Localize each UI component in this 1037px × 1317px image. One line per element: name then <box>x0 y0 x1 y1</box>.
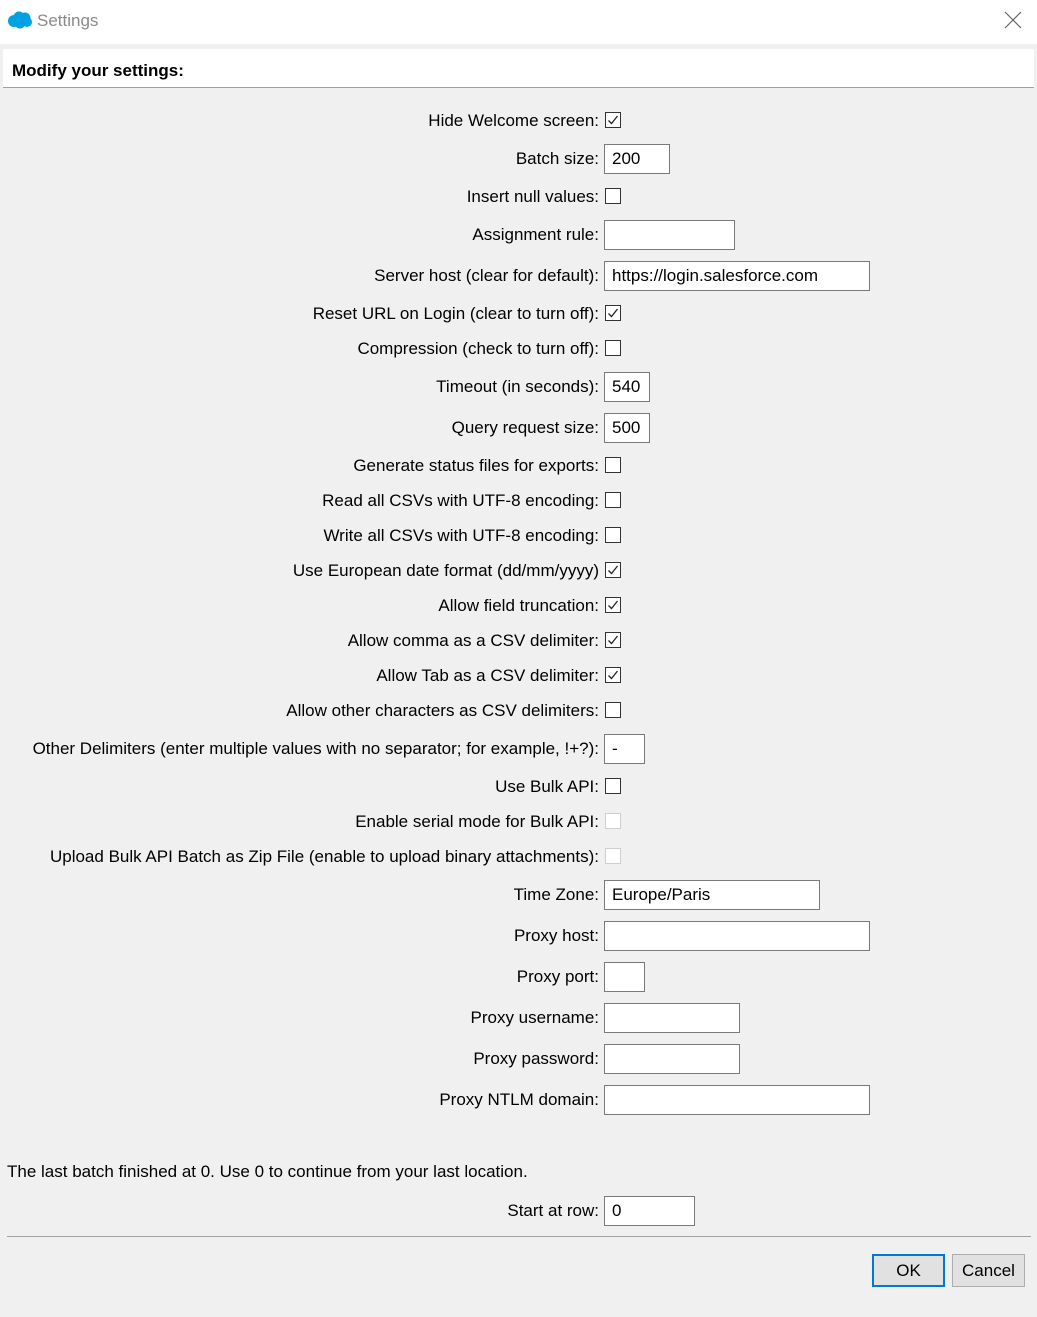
hide-welcome-label: Hide Welcome screen: <box>428 111 599 130</box>
checkmark-icon <box>606 563 620 577</box>
window-title: Settings <box>37 11 99 30</box>
row-start-at <box>0 1196 1037 1226</box>
compression-label: Compression (check to turn off): <box>357 339 599 358</box>
cancel-button[interactable]: Cancel <box>952 1254 1025 1287</box>
insert-null-label: Insert null values: <box>466 187 599 206</box>
row-assignment-rule <box>0 220 1037 250</box>
other-delimiters-allowed-label: Allow other characters as CSV delimiters: <box>286 701 599 720</box>
proxy-ntlm-domain-input[interactable] <box>604 1085 870 1115</box>
start-row-input[interactable]: 0 <box>604 1196 695 1226</box>
server-host-label: Server host (clear for default): <box>374 266 599 285</box>
write-utf8-label: Write all CSVs with UTF-8 encoding: <box>323 526 599 545</box>
european-date-checkbox[interactable] <box>605 562 621 578</box>
proxy-password-input[interactable] <box>604 1044 740 1074</box>
tab-delimiter-label: Allow Tab as a CSV delimiter: <box>376 666 599 685</box>
bulk-api-label: Use Bulk API: <box>495 777 599 796</box>
row-other-delimiters-allowed <box>0 696 1037 726</box>
close-button[interactable] <box>999 8 1027 36</box>
write-utf8-checkbox[interactable] <box>605 527 621 543</box>
other-delimiters-allowed-checkbox[interactable] <box>605 702 621 718</box>
serial-mode-checkbox <box>605 813 621 829</box>
row-field-truncation <box>0 591 1037 621</box>
checkmark-icon <box>606 633 620 647</box>
tab-delimiter-checkbox[interactable] <box>605 667 621 683</box>
row-read-utf8 <box>0 486 1037 516</box>
other-delimiters-input[interactable]: - <box>604 734 645 764</box>
row-tab-delimiter <box>0 661 1037 691</box>
checkmark-icon <box>606 306 620 320</box>
row-status-files <box>0 451 1037 481</box>
row-write-utf8 <box>0 521 1037 551</box>
row-batch-size <box>0 144 1037 174</box>
checkmark-icon <box>606 668 620 682</box>
row-other-delimiters <box>0 734 1037 764</box>
bulk-api-checkbox[interactable] <box>605 778 621 794</box>
batch-size-label: Batch size: <box>515 149 599 168</box>
field-truncation-label: Allow field truncation: <box>438 596 599 615</box>
row-time-zone <box>0 880 1037 910</box>
row-serial-mode <box>0 807 1037 837</box>
timeout-label: Timeout (in seconds): <box>436 377 599 396</box>
field-truncation-checkbox[interactable] <box>605 597 621 613</box>
row-proxy-port <box>0 962 1037 992</box>
read-utf8-checkbox[interactable] <box>605 492 621 508</box>
time-zone-input[interactable]: Europe/Paris <box>604 880 820 910</box>
proxy-username-label: Proxy username: <box>470 1008 599 1027</box>
query-request-size-label: Query request size: <box>451 418 599 437</box>
row-zip-upload <box>0 842 1037 872</box>
read-utf8-label: Read all CSVs with UTF-8 encoding: <box>322 491 599 510</box>
proxy-port-input[interactable] <box>604 962 645 992</box>
proxy-password-label: Proxy password: <box>473 1049 599 1068</box>
proxy-username-input[interactable] <box>604 1003 740 1033</box>
salesforce-cloud-icon <box>7 11 33 29</box>
row-proxy-host <box>0 921 1037 951</box>
time-zone-label: Time Zone: <box>513 885 599 904</box>
row-query-request-size <box>0 413 1037 443</box>
close-icon <box>1004 11 1022 34</box>
timeout-input[interactable]: 540 <box>604 372 650 402</box>
server-host-input[interactable]: https://login.salesforce.com <box>604 261 870 291</box>
row-hide-welcome <box>0 106 1037 136</box>
last-batch-info: The last batch finished at 0. Use 0 to continue from your last location. <box>7 1162 528 1181</box>
page-title: Modify your settings: <box>12 61 184 80</box>
query-request-size-input[interactable]: 500 <box>604 413 650 443</box>
row-european-date <box>0 556 1037 586</box>
row-proxy-ntlm-domain <box>0 1085 1037 1115</box>
hide-welcome-checkbox[interactable] <box>605 112 621 128</box>
row-bulk-api <box>0 772 1037 802</box>
zip-upload-checkbox <box>605 848 621 864</box>
start-row-label: Start at row: <box>507 1201 599 1220</box>
header-panel <box>3 49 1034 88</box>
row-insert-null <box>0 182 1037 212</box>
ok-button[interactable]: OK <box>872 1254 945 1287</box>
row-server-host <box>0 261 1037 291</box>
status-files-label: Generate status files for exports: <box>353 456 599 475</box>
divider <box>7 1236 1031 1237</box>
title-bar <box>0 0 1037 44</box>
insert-null-checkbox[interactable] <box>605 188 621 204</box>
row-proxy-username <box>0 1003 1037 1033</box>
proxy-ntlm-domain-label: Proxy NTLM domain: <box>439 1090 599 1109</box>
european-date-label: Use European date format (dd/mm/yyyy) <box>292 561 599 580</box>
row-timeout <box>0 372 1037 402</box>
other-delimiters-label: Other Delimiters (enter multiple values with no separator; for example, !+?): <box>32 739 599 758</box>
batch-size-input[interactable]: 200 <box>604 144 670 174</box>
checkmark-icon <box>606 113 620 127</box>
compression-checkbox[interactable] <box>605 340 621 356</box>
serial-mode-label: Enable serial mode for Bulk API: <box>355 812 599 831</box>
proxy-host-label: Proxy host: <box>513 926 599 945</box>
comma-delimiter-checkbox[interactable] <box>605 632 621 648</box>
zip-upload-label: Upload Bulk API Batch as Zip File (enable to upload binary attachments): <box>49 847 599 866</box>
proxy-host-input[interactable] <box>604 921 870 951</box>
row-comma-delimiter <box>0 626 1037 656</box>
row-reset-url <box>0 299 1037 329</box>
proxy-port-label: Proxy port: <box>516 967 599 986</box>
row-compression <box>0 334 1037 364</box>
reset-url-label: Reset URL on Login (clear to turn off): <box>312 304 599 323</box>
status-files-checkbox[interactable] <box>605 457 621 473</box>
comma-delimiter-label: Allow comma as a CSV delimiter: <box>347 631 599 650</box>
assignment-rule-label: Assignment rule: <box>472 225 599 244</box>
checkmark-icon <box>606 598 620 612</box>
reset-url-checkbox[interactable] <box>605 305 621 321</box>
row-proxy-password <box>0 1044 1037 1074</box>
assignment-rule-input[interactable] <box>604 220 735 250</box>
